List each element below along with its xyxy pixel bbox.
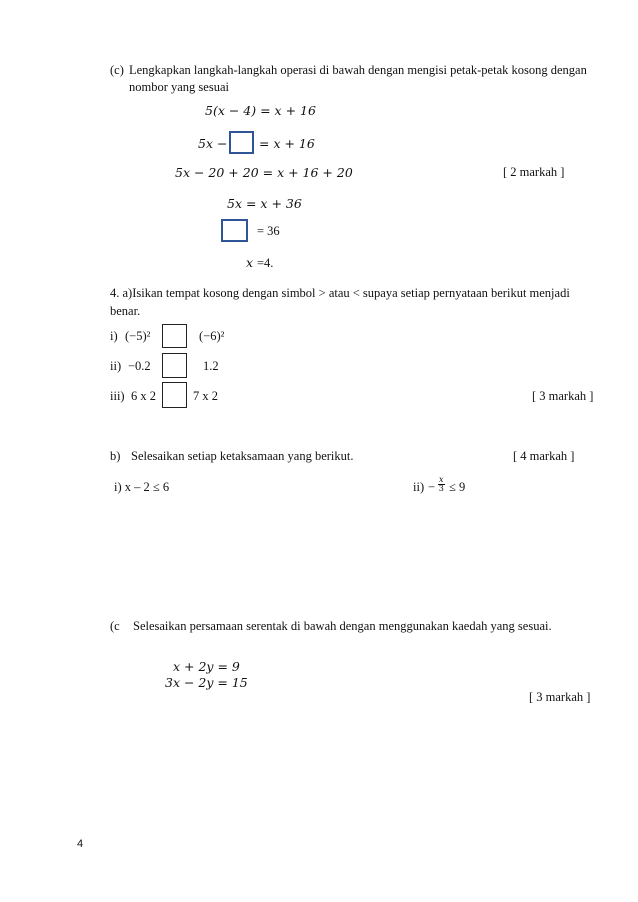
step2-answer-box[interactable] xyxy=(229,131,254,154)
step2-right: = x + 16 xyxy=(259,136,315,151)
q4a-item-iii-right: 7 x 2 xyxy=(193,389,218,403)
fraction-numerator: x xyxy=(439,475,444,484)
q4b-marks: [ 4 markah ] xyxy=(513,449,575,463)
step3-equation: 5x − 20 + 20 = x + 16 + 20 xyxy=(175,165,353,180)
q4a-item-i-symbol-box[interactable] xyxy=(162,324,187,348)
q4a-item-i-right: (−6)² xyxy=(199,329,225,343)
q4a-item-ii-right: 1.2 xyxy=(203,359,219,373)
q4c-equation-2: 3x − 2y = 15 xyxy=(165,675,248,690)
q4b-instruction: Selesaikan setiap ketaksamaan yang berikut. xyxy=(131,449,354,463)
q4b-item-ii-minus: − xyxy=(428,480,436,494)
step1-equation: 5(x − 4) = x + 16 xyxy=(205,103,316,118)
q4a-item-iii-left: 6 x 2 xyxy=(131,389,156,403)
q4a-marks: [ 3 markah ] xyxy=(532,389,594,403)
q4a-item-iii-num: iii) xyxy=(110,389,125,403)
q4a-item-ii-left: −0.2 xyxy=(128,359,151,373)
q4c-instruction: Selesaikan persamaan serentak di bawah dengan menggunakan kaedah yang sesuai. xyxy=(133,619,552,633)
q4b-item-i: i) x – 2 ≤ 6 xyxy=(114,480,170,494)
part-c-label: (c) xyxy=(110,63,124,77)
page-number: 4 xyxy=(77,838,84,850)
q4a-item-iii-symbol-box[interactable] xyxy=(162,382,187,408)
step6-variable: x xyxy=(246,255,254,270)
q4a-item-ii-symbol-box[interactable] xyxy=(162,353,187,378)
q4c-marks: [ 3 markah ] xyxy=(529,690,591,704)
q4b-item-ii-rest: ≤ 9 xyxy=(449,480,466,494)
step2-left: 5x − xyxy=(198,136,228,151)
step4-equation: 5x = x + 36 xyxy=(227,196,302,211)
q4a-item-ii-num: ii) xyxy=(110,359,122,373)
step5-answer-box[interactable] xyxy=(221,219,248,242)
step5-right: = 36 xyxy=(257,224,280,238)
q4b-label: b) xyxy=(110,449,121,463)
fraction-denominator: 3 xyxy=(438,484,444,493)
part-c-marks: [ 2 markah ] xyxy=(503,165,565,179)
q4c-label: (c xyxy=(110,619,120,633)
q4a-item-i-left: (−5)² xyxy=(125,329,151,343)
part-c-instruction-line1: Lengkapkan langkah-langkah operasi di bawah dengan mengisi petak-petak kosong dengan xyxy=(129,63,587,77)
q4c-equation-1: x + 2y = 9 xyxy=(173,659,240,674)
q4b-item-ii-num: ii) xyxy=(413,480,425,494)
part-c-instruction-line2: nombor yang sesuai xyxy=(129,80,229,94)
q4a-item-i-num: i) xyxy=(110,329,118,343)
q4a-intro-line1: 4. a)Isikan tempat kosong dengan simbol > atau < supaya setiap pernyataan berikut menjadi xyxy=(110,286,570,300)
q4b-item-ii-fraction xyxy=(438,476,445,493)
q4a-intro-line2: benar. xyxy=(110,304,141,318)
step6-result: =4. xyxy=(257,256,274,270)
